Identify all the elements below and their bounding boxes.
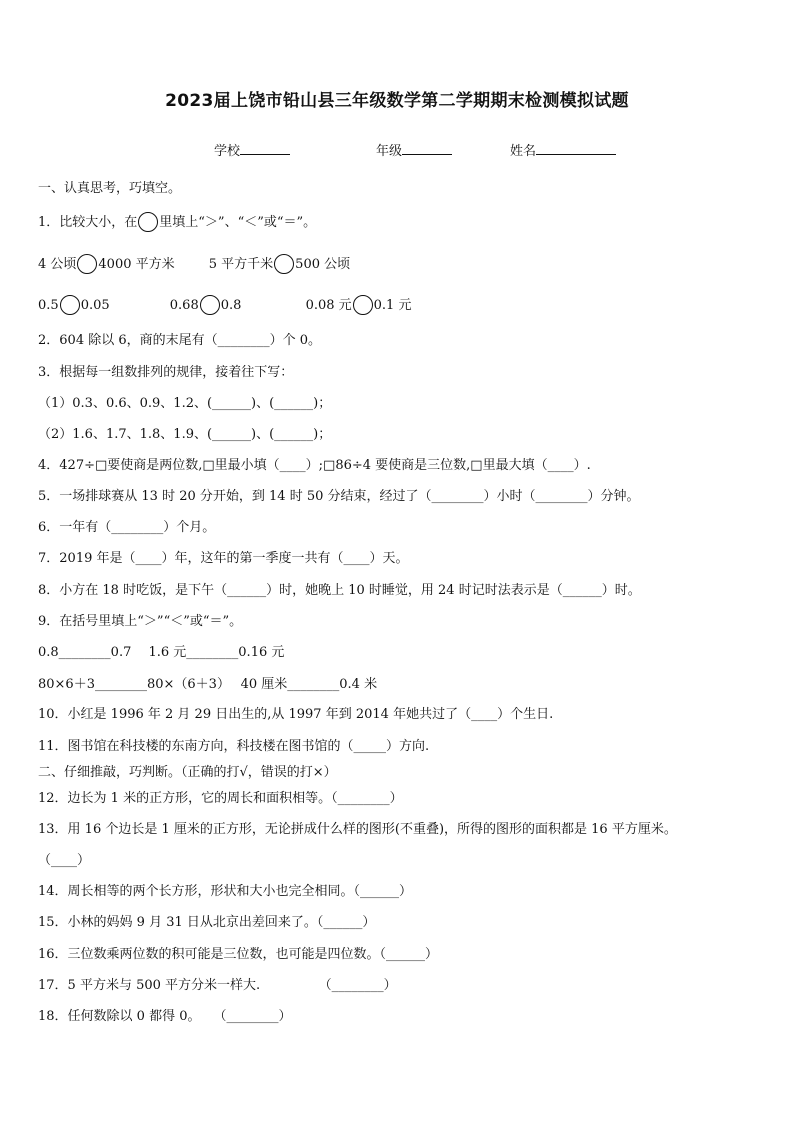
section-heading-fill-in: 一、认真思考，巧填空。 xyxy=(38,181,182,196)
name-blank xyxy=(536,141,616,155)
compare-item: 0.5 xyxy=(38,298,59,313)
question-1-prefix: 1．比较大小，在 xyxy=(38,215,138,230)
question-7: 7．2019 年是（____）年，这年的第一季度一共有（____）天。 xyxy=(38,551,409,566)
compare-item: 5 平方千米 xyxy=(208,257,274,272)
question-9-row-1: 0.8________0.7 1.6 元________0.16 元 xyxy=(38,645,285,660)
compare-item: 0.05 xyxy=(80,298,110,313)
question-16: 16．三位数乘两位数的积可能是三位数，也可能是四位数。（______） xyxy=(38,947,439,962)
question-1 xyxy=(38,212,316,232)
question-3-part-1: （1）0.3、0.6、0.9、1.2、(______)、(______)； xyxy=(38,396,332,411)
question-12: 12．边长为 1 米的正方形，它的周长和面积相等。（________） xyxy=(38,791,403,806)
question-8: 8．小方在 18 时吃饭，是下午（______）时，她晚上 10 时睡觉，用 24 时记时法表示是（______）时。 xyxy=(38,583,641,598)
compare-circle xyxy=(200,295,220,315)
compare-item: 0.68 xyxy=(169,298,199,313)
question-15: 15．小林的妈妈 9 月 31 日从北京出差回来了。（______） xyxy=(38,915,376,930)
compare-circle xyxy=(77,254,97,274)
question-1-row-1 xyxy=(38,254,350,274)
question-4: 4．427÷□要使商是两位数,□里最小填（____）;□86÷4 要使商是三位数,□里最大填（____）. xyxy=(38,458,591,473)
circle-icon xyxy=(138,212,158,232)
question-17: 17．5 平方米与 500 平方分米一样大. （________） xyxy=(38,978,397,993)
grade-blank xyxy=(402,141,452,155)
compare-item: 4 公顷 xyxy=(38,257,77,272)
question-13-answer: （____） xyxy=(38,853,91,868)
name-field xyxy=(510,140,616,159)
school-field xyxy=(214,140,290,159)
school-label: 学校 xyxy=(214,144,241,159)
name-label: 姓名 xyxy=(510,144,537,159)
compare-item: 0.1 元 xyxy=(373,298,412,313)
question-9-row-2: 80×6＋3________80×（6＋3） 40 厘米________0.4 米 xyxy=(38,677,378,692)
page-title: 2023届上饶市铅山县三年级数学第二学期期末检测模拟试题 xyxy=(165,91,629,111)
question-3: 3．根据每一组数排列的规律，接着往下写： xyxy=(38,365,294,380)
question-2: 2．604 除以 6，商的末尾有（________）个 0。 xyxy=(38,333,322,348)
compare-circle xyxy=(274,254,294,274)
question-5: 5．一场排球赛从 13 时 20 分开始，到 14 时 50 分结束，经过了（________）小时（________）分钟。 xyxy=(38,489,640,504)
question-6: 6．一年有（________）个月。 xyxy=(38,520,216,535)
section-heading-true-false: 二、仔细推敲，巧判断。（正确的打√，错误的打×） xyxy=(38,765,337,780)
question-9: 9．在括号里填上“＞”“＜”或“＝”。 xyxy=(38,614,243,629)
compare-circle xyxy=(60,295,80,315)
question-11: 11．图书馆在科技楼的东南方向，科技楼在图书馆的（_____）方向. xyxy=(38,739,430,754)
question-10: 10．小红是 1996 年 2 月 29 日出生的,从 1997 年到 2014 年她共过了（____）个生日. xyxy=(38,707,554,722)
question-14: 14．周长相等的两个长方形，形状和大小也完全相同。（______） xyxy=(38,884,413,899)
school-blank xyxy=(240,141,290,155)
compare-circle xyxy=(353,295,373,315)
question-18: 18．任何数除以 0 都得 0。 （________） xyxy=(38,1009,292,1024)
question-1-row-2 xyxy=(38,295,411,315)
question-3-part-2: （2）1.6、1.7、1.8、1.9、(______)、(______)； xyxy=(38,427,332,442)
compare-item: 4000 平方米 xyxy=(98,257,175,272)
question-13: 13．用 16 个边长是 1 厘米的正方形，无论拼成什么样的图形(不重叠)，所得的图形的面积都是 16 平方厘米。 xyxy=(38,822,677,837)
grade-label: 年级 xyxy=(376,144,403,159)
grade-field xyxy=(376,140,452,159)
compare-item: 0.8 xyxy=(220,298,242,313)
compare-item: 500 公顷 xyxy=(295,257,351,272)
compare-item: 0.08 元 xyxy=(305,298,352,313)
question-1-suffix: 里填上“＞”、“＜”或“＝”。 xyxy=(159,215,317,230)
